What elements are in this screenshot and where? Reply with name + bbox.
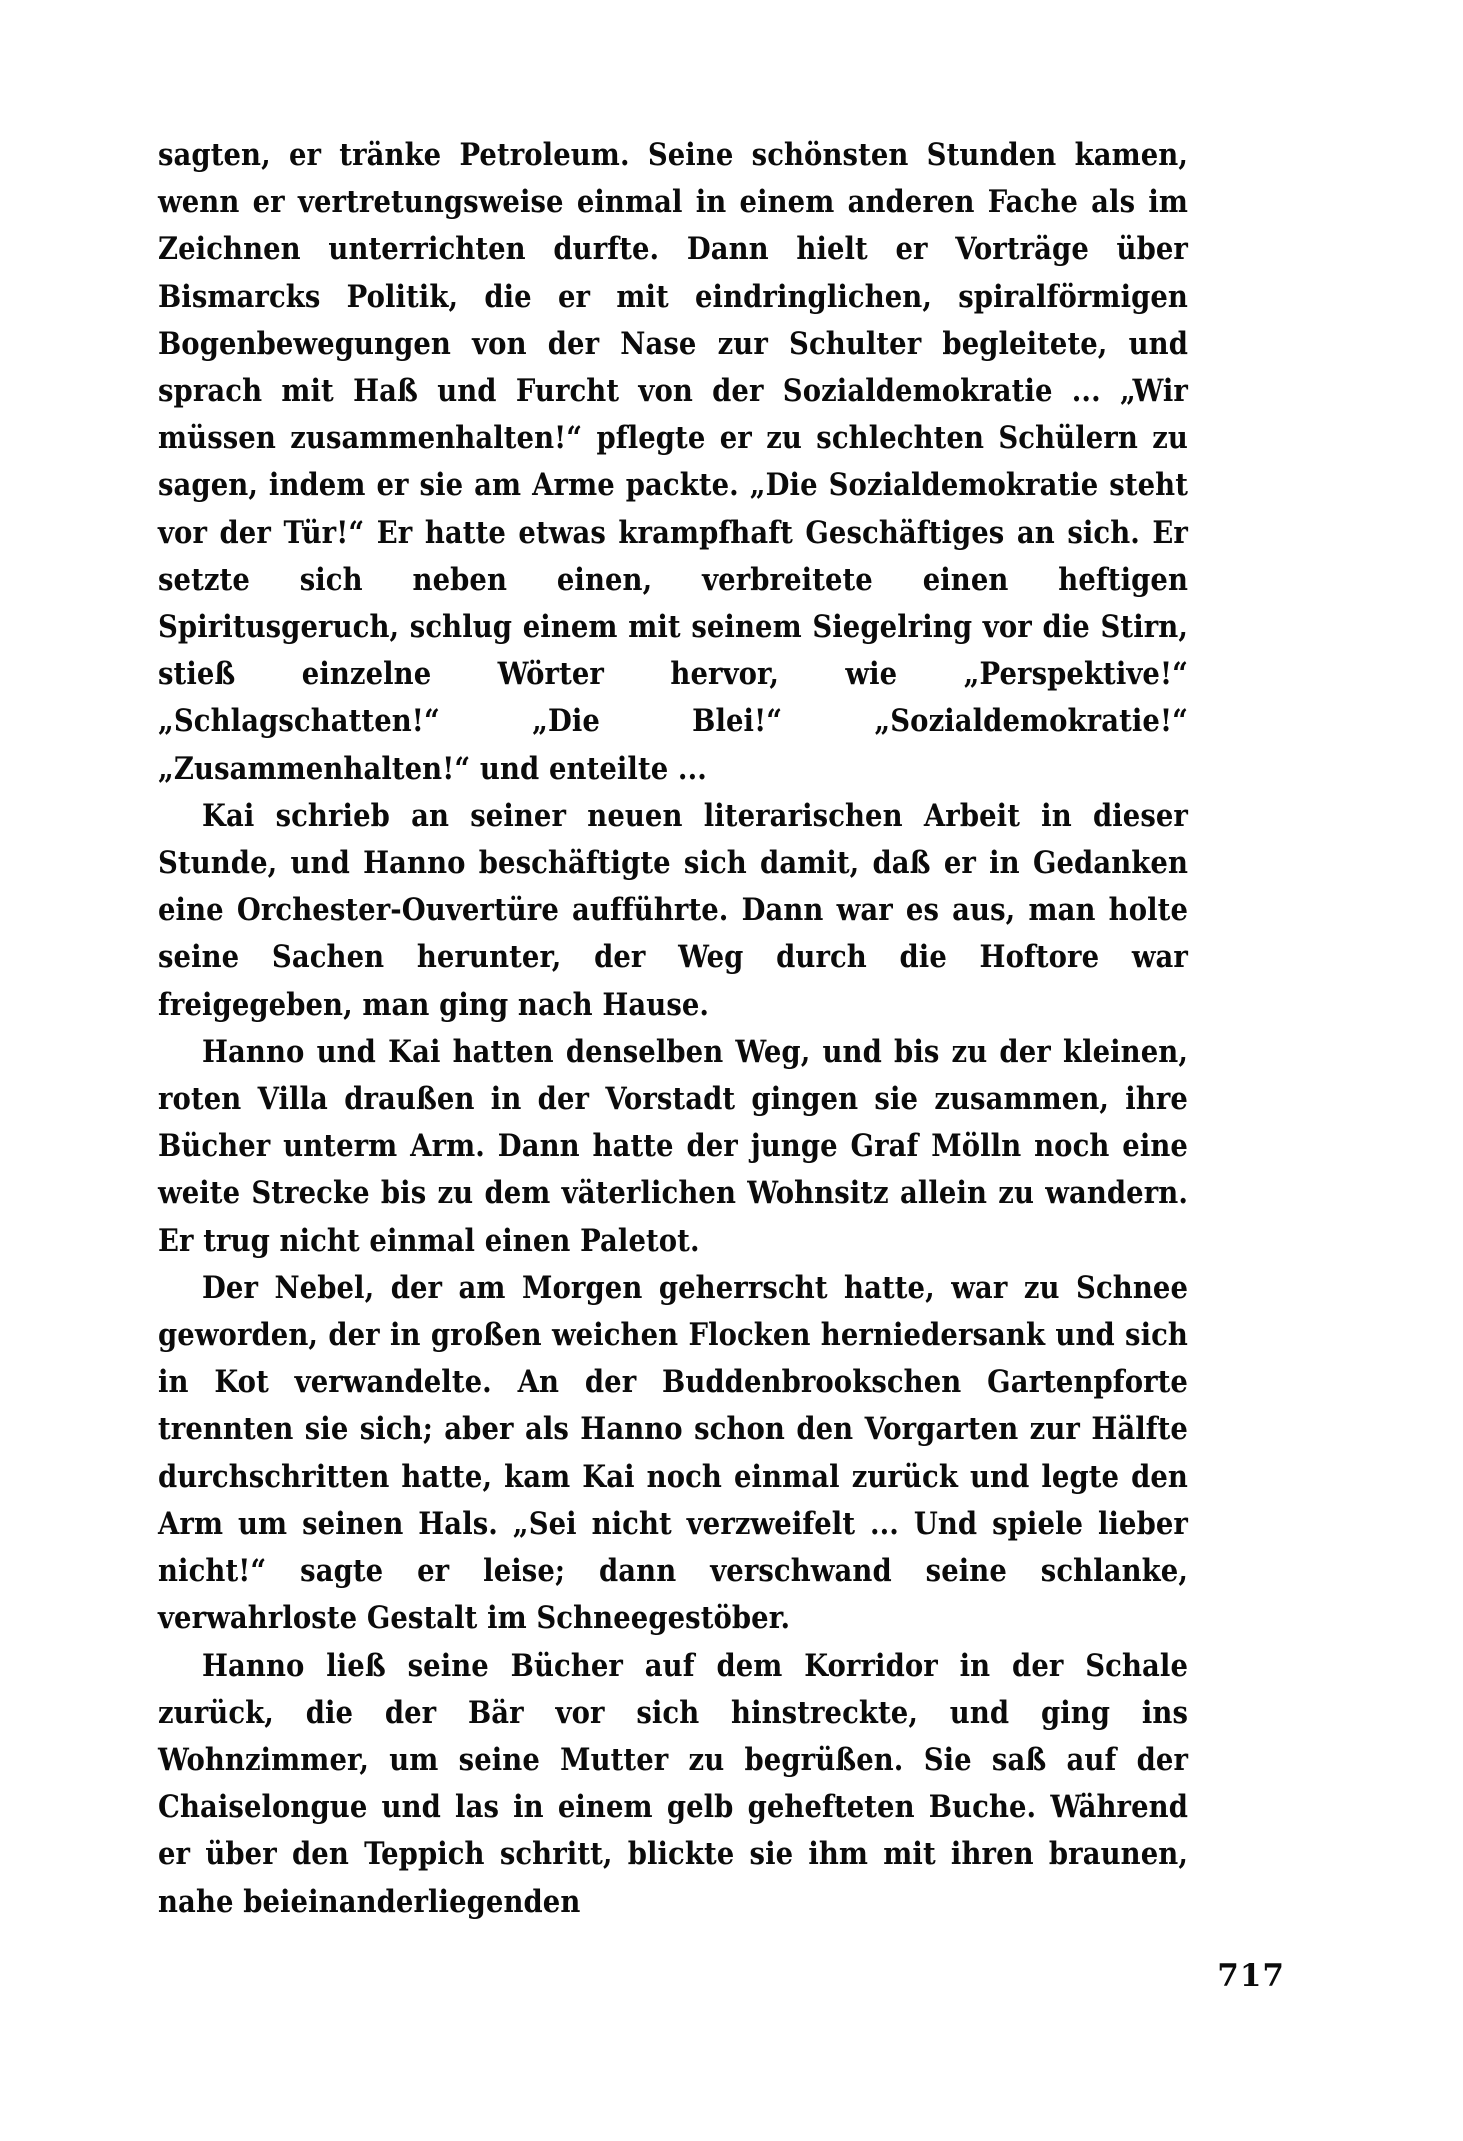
paragraph: sagten, er tränke Petroleum. Seine schönsten Stunden kamen, wenn er vertretungsweise einmal in einem anderen Fache als im Zeichnen unterrichten durfte. Dann hielt er Vorträge über Bismarcks Politik, die er mit eindringlichen, spiralförmigen Bogenbewegungen von der Nase zur Schulter begleitete, und sprach mit Haß und Furcht von der Sozialdemokratie ... „Wir müssen zusammenhalten!“ pflegte er zu schlechten Schülern zu sagen, indem er sie am Arme packte. „Die Sozialdemokratie steht vor der Tür!“ Er hatte etwas krampfhaft Geschäftiges an sich. Er setzte sich neben einen, verbreitete einen heftigen Spiritusgeruch, schlug einem mit seinem Siegelring vor die Stirn, stieß einzelne Wörter hervor, wie „Perspektive!“ „Schlagschatten!“ „Die Blei!“ „Sozialdemokratie!“ „Zusammenhalten!“ und enteilte ... <box>158 137 1188 787</box>
paragraph: Hanno und Kai hatten denselben Weg, und bis zu der kleinen, roten Villa draußen in der Vorstadt gingen sie zusammen, ihre Bücher unterm Arm. Dann hatte der junge Graf Mölln noch eine weite Strecke bis zu dem väterlichen Wohnsitz allein zu wandern. Er trug nicht einmal einen Paletot. <box>158 1033 1188 1259</box>
body-text <box>158 132 1188 1926</box>
paragraph: Hanno ließ seine Bücher auf dem Korridor in der Schale zurück, die der Bär vor sich hinstreckte, und ging ins Wohnzimmer, um seine Mutter zu begrüßen. Sie saß auf der Chaiselongue und las in einem gelb gehefteten Buche. Während er über den Teppich schritt, blickte sie ihm mit ihren braunen, nahe beieinanderliegenden <box>158 1647 1188 1920</box>
paragraph: Kai schrieb an seiner neuen literarischen Arbeit in dieser Stunde, und Hanno beschäftigte sich damit, daß er in Gedanken eine Orchester-Ouvertüre aufführte. Dann war es aus, man holte seine Sachen herunter, der Weg durch die Hoftore war freigegeben, man ging nach Hause. <box>158 797 1188 1023</box>
page-number: 717 <box>1217 1958 1285 1994</box>
paragraph: Der Nebel, der am Morgen geherrscht hatte, war zu Schnee geworden, der in großen weichen Flocken herniedersank und sich in Kot verwandelte. An der Buddenbrookschen Gartenpforte trennten sie sich; aber als Hanno schon den Vorgarten zur Hälfte durchschritten hatte, kam Kai noch einmal zurück und legte den Arm um seinen Hals. „Sei nicht verzweifelt ... Und spiele lieber nicht!“ sagte er leise; dann verschwand seine schlanke, verwahrloste Gestalt im Schneegestöber. <box>158 1269 1188 1637</box>
